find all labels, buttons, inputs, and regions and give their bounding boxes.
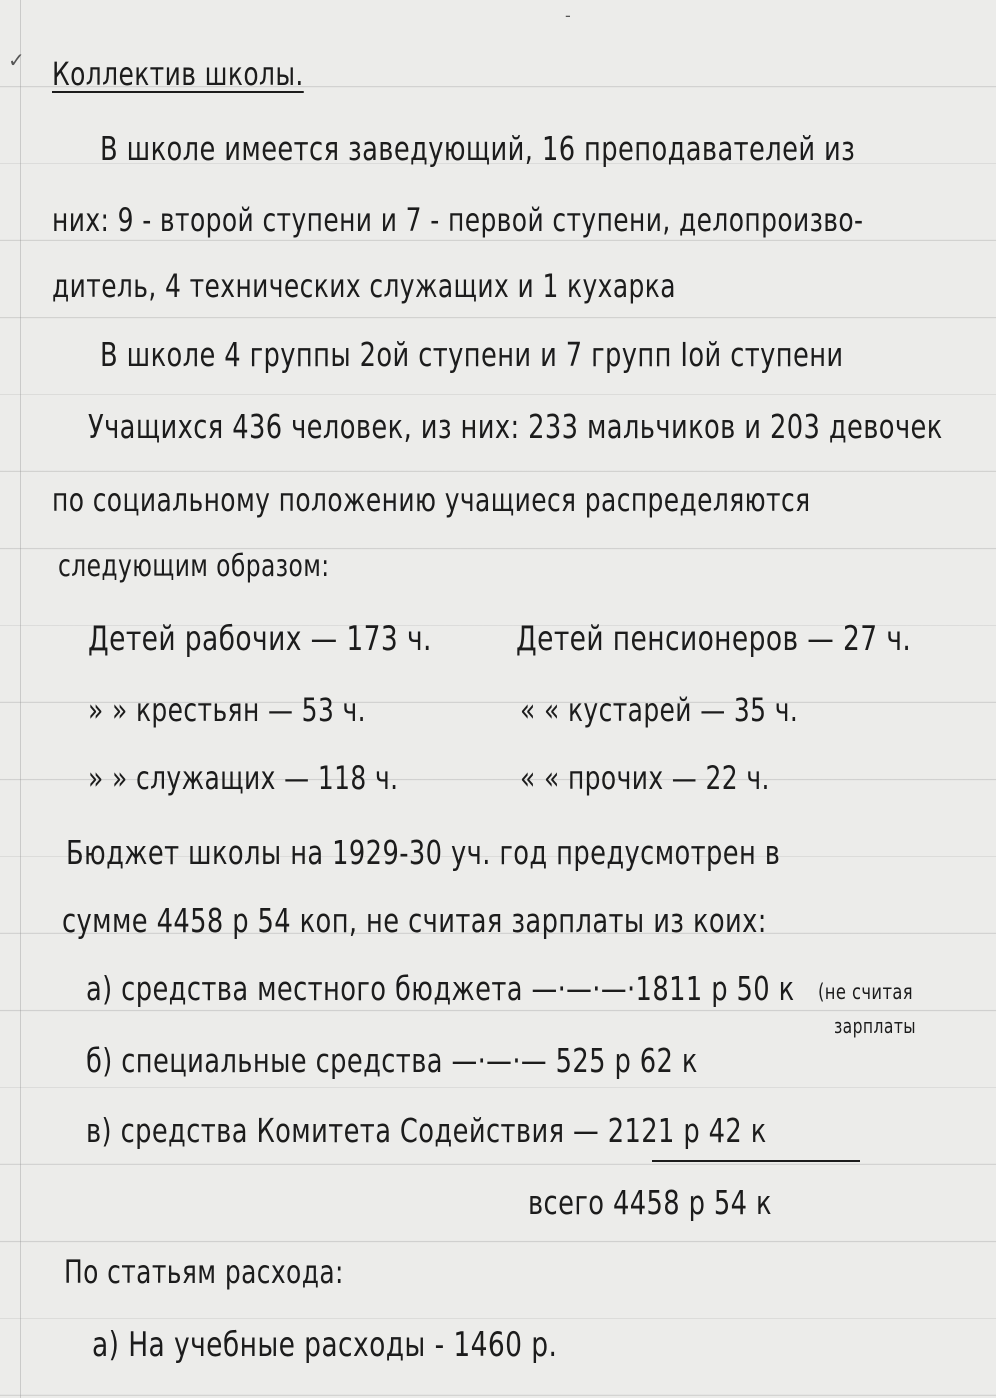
social-line-1: по социальному положению учащиеся распределяются bbox=[52, 481, 811, 519]
distribution-right-3: « « прочих — 22 ч. bbox=[520, 759, 770, 797]
students-line: Учащихся 436 человек, из них: 233 мальчиков и 203 девочек bbox=[88, 407, 943, 446]
budget-note-line-2: зарплаты bbox=[834, 1014, 917, 1038]
expense-item-a: а) На учебные расходы - 1460 р. bbox=[92, 1325, 558, 1365]
budget-item-b: б) специальные средства —·—·— 525 р 62 к bbox=[86, 1041, 698, 1080]
paragraph-line-2: них: 9 - второй ступени и 7 - первой ступени, делопроизво- bbox=[52, 201, 864, 239]
expenses-title: По статьям расхода: bbox=[64, 1253, 344, 1291]
document-title: Коллектив школы. bbox=[52, 55, 304, 93]
distribution-left-2: » » крестьян — 53 ч. bbox=[88, 691, 366, 729]
margin-mark: ✓ bbox=[8, 48, 25, 72]
distribution-right-1: Детей пенсионеров — 27 ч. bbox=[516, 619, 912, 659]
paragraph-line-1: В школе имеется заведующий, 16 преподавателей из bbox=[100, 129, 856, 168]
distribution-left-1: Детей рабочих — 173 ч. bbox=[88, 619, 432, 659]
paragraph-line-3: дитель, 4 технических служащих и 1 кухарка bbox=[52, 267, 676, 305]
budget-item-c: в) средства Комитета Содействия — 2121 р 42 к bbox=[86, 1111, 767, 1150]
page-fold-line bbox=[20, 0, 21, 1398]
budget-line-1: Бюджет школы на 1929-30 уч. год предусмотрен в bbox=[66, 833, 781, 872]
budget-item-a: а) средства местного бюджета —·—·—·1811 р 50 к bbox=[86, 969, 795, 1008]
budget-total: всего 4458 р 54 к bbox=[528, 1183, 772, 1222]
distribution-right-2: « « кустарей — 35 ч. bbox=[520, 691, 799, 729]
social-line-2: следующим образом: bbox=[58, 549, 330, 584]
total-underline bbox=[652, 1160, 860, 1162]
margin-mark-top: - bbox=[565, 6, 571, 25]
budget-line-2: сумме 4458 р 54 коп, не считая зарплаты из коих: bbox=[62, 901, 767, 940]
budget-note-line-1: (не считая bbox=[818, 980, 914, 1004]
groups-line: В школе 4 группы 2ой ступени и 7 групп Iой ступени bbox=[100, 335, 844, 374]
distribution-left-3: » » служащих — 118 ч. bbox=[88, 759, 399, 797]
